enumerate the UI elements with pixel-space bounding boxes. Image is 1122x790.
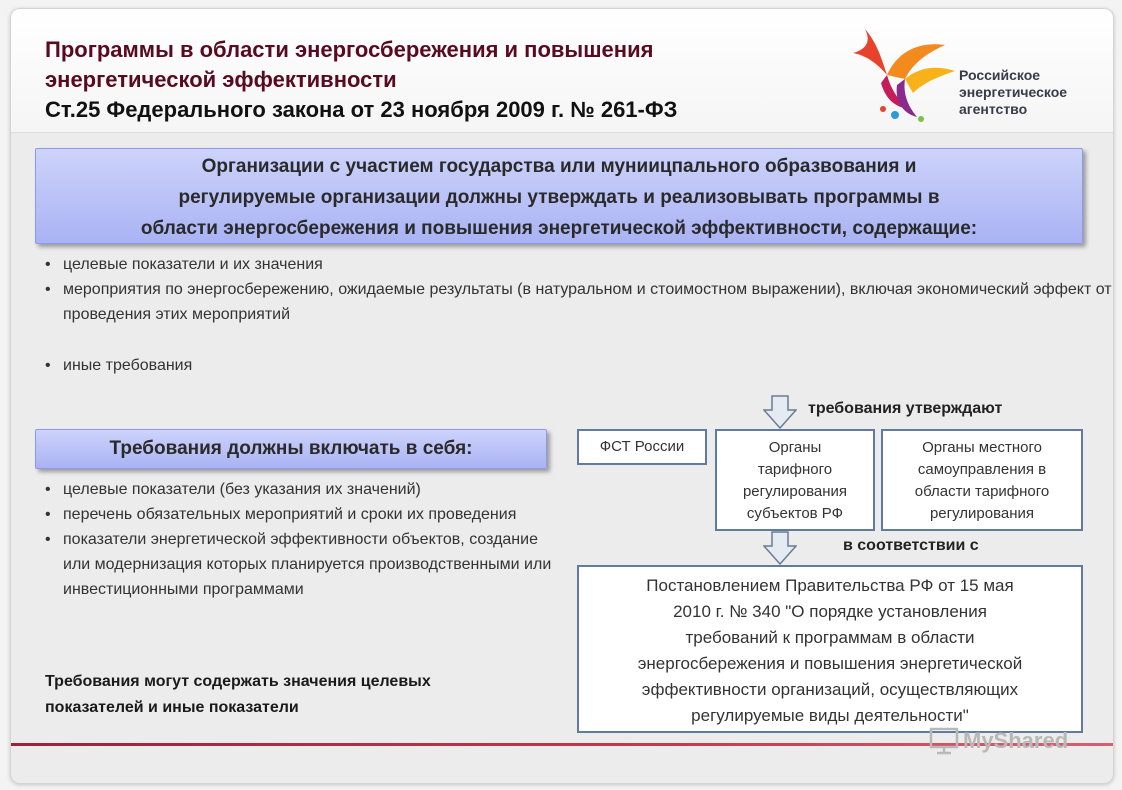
decree-box <box>577 565 1083 733</box>
fst-box: ФСТ России <box>577 429 707 465</box>
decree-line-3: требований к программам в области <box>685 628 975 647</box>
down-arrow-icon <box>763 531 797 565</box>
main-banner-line-2: регулируемые организации должны утверждать и реализовывать программы в <box>178 187 940 208</box>
list-item: • целевые показатели (без указания их значений) <box>43 477 563 502</box>
decree-line-1: Постановлением Правительства РФ от 15 мая <box>646 576 1014 595</box>
list-item: • показатели энергетической эффективности объектов, создание или модернизация которых планируется производственными или инвестиционными программами <box>43 527 563 602</box>
main-banner <box>35 148 1083 244</box>
logo-text <box>959 67 1067 118</box>
tariff-line-1: Органы <box>768 439 822 456</box>
logo-line-1: Российское <box>959 67 1041 83</box>
presentation-icon <box>929 727 959 755</box>
tariff-line-2: тарифного <box>757 461 833 478</box>
local-line-1: Органы местного <box>922 439 1042 456</box>
list-item: • перечень обязательных мероприятий и сроки их проведения <box>43 502 563 527</box>
agency-logo <box>847 23 1109 123</box>
note-line-1: Требования могут содержать значения целевых <box>45 673 431 690</box>
decree-line-5: эффективности организаций, осуществляющих <box>641 680 1019 699</box>
slide <box>10 8 1114 784</box>
down-arrow-icon <box>763 395 797 429</box>
list-item: • иные требования <box>43 353 1113 378</box>
tariff-line-3: регулирования <box>742 483 848 500</box>
requirements-list <box>43 477 563 602</box>
slide-header <box>11 9 1113 133</box>
logo-line-2: энергетическое <box>959 84 1068 100</box>
decree-line-6: регулируемые виды деятельности" <box>691 706 969 725</box>
watermark <box>929 727 1068 755</box>
list-item: • целевые показатели и их значения <box>43 252 1113 277</box>
phoenix-logo-icon <box>847 23 959 123</box>
logo-line-3: агентство <box>959 101 1028 117</box>
watermark-text: MyShared <box>963 728 1069 753</box>
decree-line-4: энергосбережения и повышения энергетической <box>637 654 1023 673</box>
note-line-2: показателей и иные показатели <box>45 699 299 716</box>
regional-tariff-box <box>715 429 875 531</box>
accordance-label: в соответствии с <box>843 537 979 554</box>
local-line-4: регулирования <box>929 505 1035 522</box>
requirements-banner: Требования должны включать в себя: <box>35 429 547 469</box>
main-banner-line-3: области энергосбережения и повышения энергетической эффективности, содержащие: <box>140 218 978 239</box>
decree-line-2: 2010 г. № 340 "О порядке установления <box>673 602 987 621</box>
title-line-3: Ст.25 Федерального закона от 23 ноября 2009 г. № 261-ФЗ <box>45 97 678 122</box>
requirements-note <box>45 669 565 721</box>
local-government-box <box>881 429 1083 531</box>
slide-title <box>45 35 835 125</box>
local-line-3: области тарифного <box>914 483 1050 500</box>
approve-label: требования утверждают <box>808 400 1003 417</box>
tariff-line-4: субъектов РФ <box>746 505 844 522</box>
local-line-2: самоуправления в <box>917 461 1047 478</box>
title-line-2: энергетической эффективности <box>45 67 397 92</box>
title-line-1: Программы в области энергосбережения и повышения <box>45 37 654 62</box>
program-contents-list <box>43 252 1113 378</box>
list-item: • мероприятия по энергосбережению, ожидаемые результаты (в натуральном и стоимостном выражении), включая экономический эффект от проведения этих мероприятий <box>43 277 1113 327</box>
main-banner-line-1: Организации с участием государства или муниицпального образвования и <box>201 156 917 177</box>
